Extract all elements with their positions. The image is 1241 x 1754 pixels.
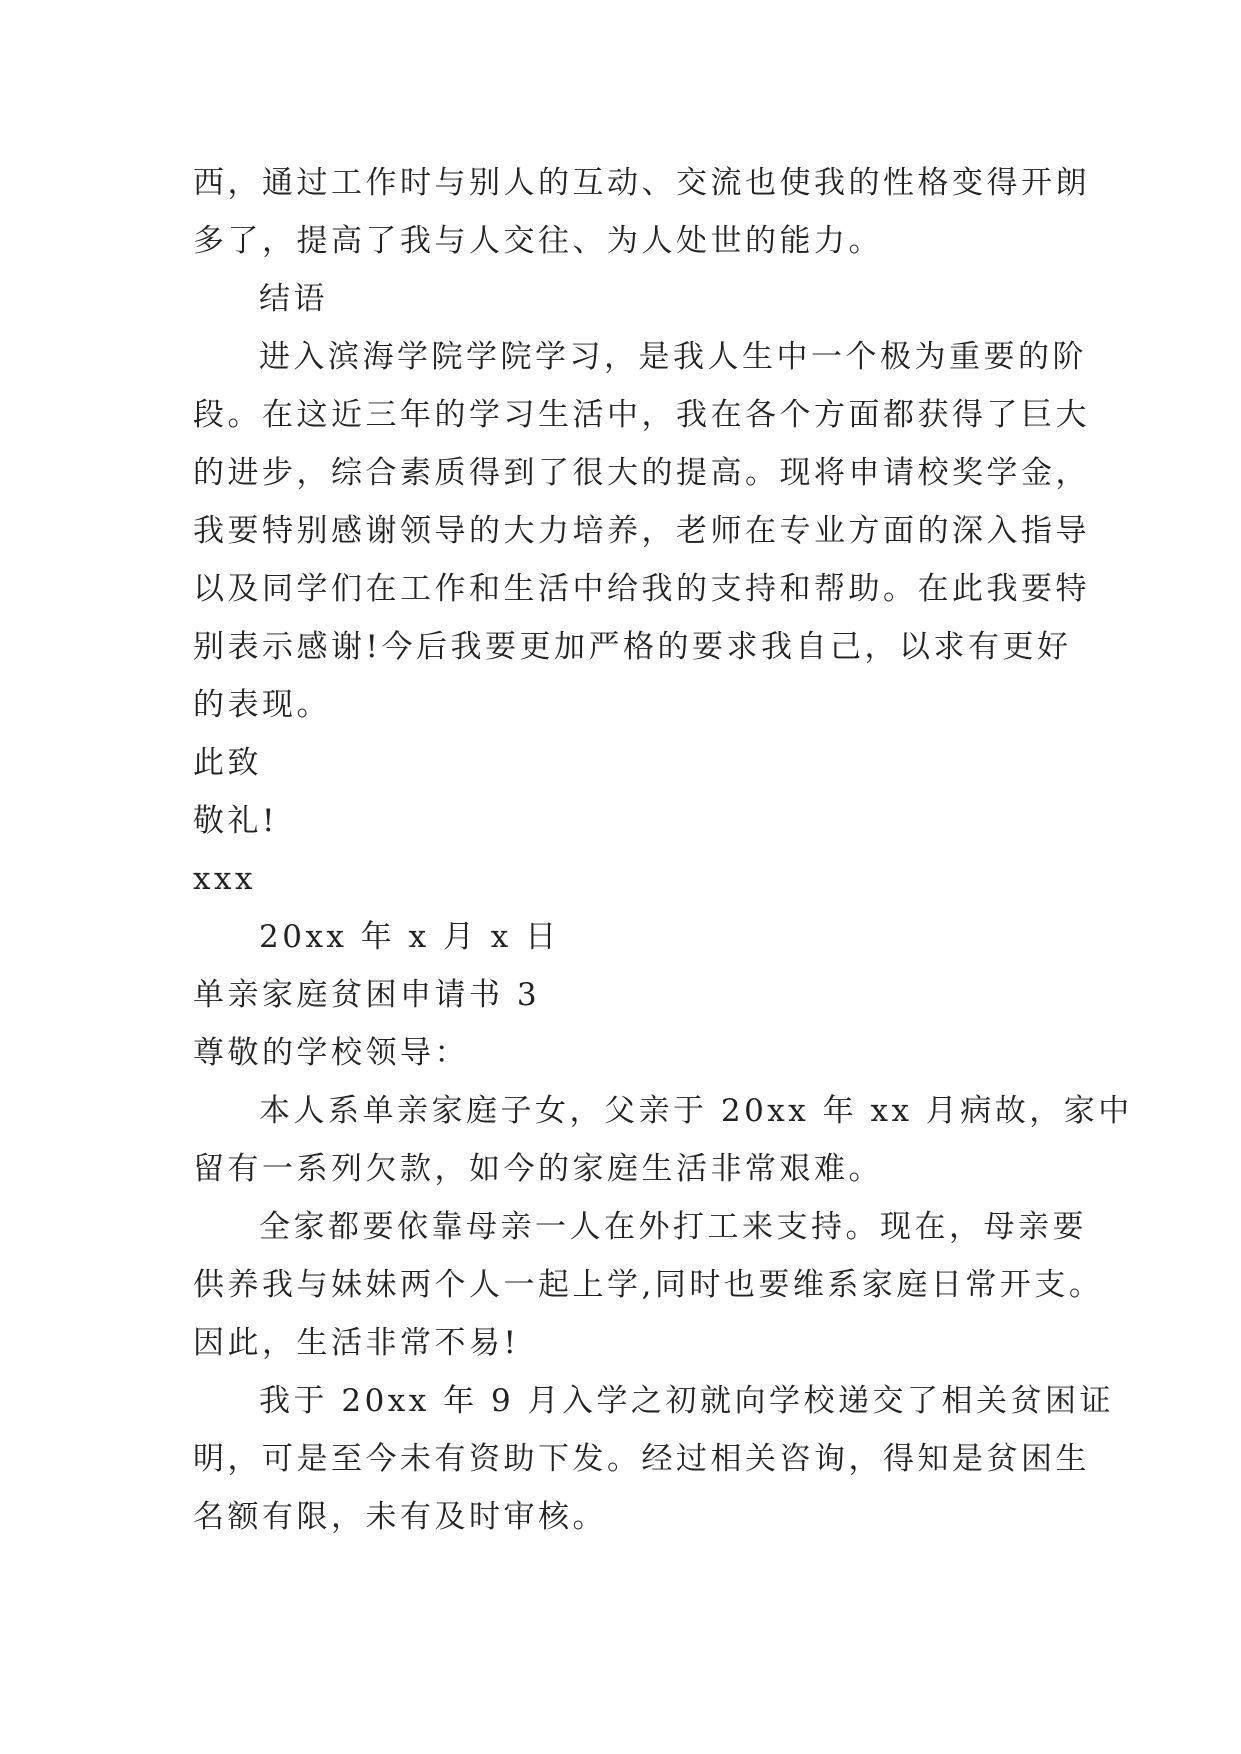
paragraph-line: 的表现。 [193,687,331,723]
section-heading: 结语 [259,281,328,317]
paragraph-line: 进入滨海学院学院学习，是我人生中一个极为重要的阶 [259,339,1087,375]
document-title: 单亲家庭贫困申请书 3 [193,977,541,1013]
closing-salutation: 敬礼! [193,803,278,839]
paragraph-line: 西，通过工作时与别人的互动、交流也使我的性格变得开朗 [193,165,1090,201]
signature: xxx [193,861,256,897]
date-line: 20xx 年 x 月 x 日 [259,919,560,955]
paragraph-line: 全家都要依靠母亲一人在外打工来支持。现在，母亲要 [259,1209,1087,1245]
paragraph-line: 多了，提高了我与人交往、为人处世的能力。 [193,223,883,259]
paragraph-line: 本人系单亲家庭子女，父亲于 20xx 年 xx 月病故，家中 [259,1093,1133,1129]
paragraph-line: 我要特别感谢领导的大力培养，老师在专业方面的深入指导 [193,513,1090,549]
paragraph-line: 我于 20xx 年 9 月入学之初就向学校递交了相关贫困证 [259,1383,1115,1419]
paragraph-line: 留有一系列欠款，如今的家庭生活非常艰难。 [193,1151,883,1187]
paragraph-line: 因此，生活非常不易! [193,1325,520,1361]
salutation: 尊敬的学校领导： [193,1035,469,1071]
paragraph-line: 名额有限，未有及时审核。 [193,1499,607,1535]
paragraph-line: 供养我与妹妹两个人一起上学,同时也要维系家庭日常开支。 [193,1267,1104,1303]
paragraph-line: 明，可是至今未有资助下发。经过相关咨询，得知是贫困生 [193,1441,1090,1477]
paragraph-line: 以及同学们在工作和生活中给我的支持和帮助。在此我要特 [193,571,1090,607]
closing-line: 此致 [193,745,262,781]
paragraph-line: 别表示感谢!今后我要更加严格的要求我自己，以求有更好 [193,629,1072,665]
document-body [193,154,1133,1546]
paragraph-line: 段。在这近三年的学习生活中，我在各个方面都获得了巨大 [193,397,1090,433]
paragraph-line: 的进步，综合素质得到了很大的提高。现将申请校奖学金， [193,455,1090,491]
